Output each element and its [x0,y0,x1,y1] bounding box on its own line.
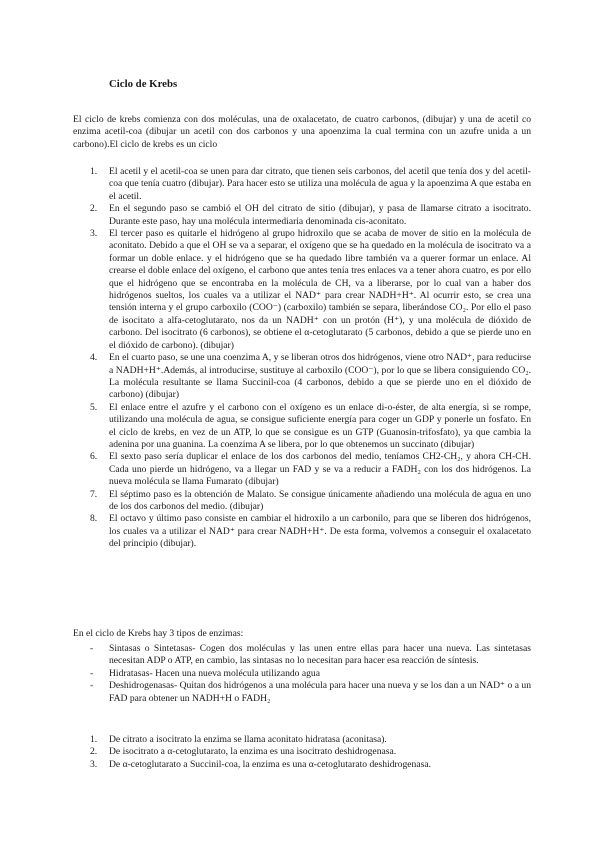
list-bullet: - [90,680,94,692]
intro-paragraph: El ciclo de krebs comienza con dos moléculas, una de oxalacetato, de cuatro carbonos, (dibujar) y una de acetil co enzima acetil-coa (dibujar un acetil con dos carbonos y una apoenzima la cual termina con un azufre unida a un carbono).El ciclo de krebs es un ciclo [73,114,531,150]
list-item-text: El acetil y el acetil-coa se unen para dar citrato, que tienen seis carbonos, del acetil que tenía dos y del acetil-coa que tenía cuatro (dibujar). Para hacer esto se utiliza una molécula de agua y la apoenzima A que estaba en el acetil. [109,166,531,202]
list-item-text: El octavo y último paso consiste en cambiar el hidroxilo a un carbonilo, para que se liberen dos hidrógenos, los cuales va a utilizar el NAD⁺ para crear NADH+H⁺. De esta forma, volvemos a conseguir el oxalacetato del principio (dibujar). [109,513,531,550]
list-item [73,513,531,550]
enzyme-types-list [73,643,531,705]
list-bullet: - [90,643,94,654]
list-item [73,746,531,758]
list-item [73,759,531,771]
list-number: 3. [90,758,98,770]
list-bullet: - [90,667,94,679]
list-item-text: El sexto paso sería duplicar el enlace de los dos carbonos del medio, teníamos CH2-CH₂, y ahora CH-CH. Cada uno pierde un hidrógeno, va a llegar un FAD y se va a reducir a FADH₂ con los dos hidrógenos. La nueva molécula se llama Fumarato (dibujar) [109,451,531,488]
list-item [73,451,531,488]
list-item [73,643,531,668]
list-item [73,734,531,746]
list-item [73,489,531,514]
list-item [73,402,531,452]
krebs-steps-list [73,166,531,551]
list-item-text: El enlace entre el azufre y el carbono con el oxígeno es un enlace di-o-éster, de alta energía, si se rompe, utilizando una molécula de agua, se consigue suficiente energía para coger un GDP y ponerle un fosfato. En el ciclo de krebs, en vez de un ATP, lo que se consigue es un GTP (Guanosin-trifosfato), ya que cambia la adenina por una guanina. La coenzima A se libera, por lo que obtenemos un succinato (dibujar) [109,401,531,450]
list-item-text: En el segundo paso se cambió el OH del citrato de sitio (dibujar), y pasa de llamarse citrato a isocitrato. Durante este paso, hay una molécula intermediaria denominada cis-aconitato. [109,203,531,227]
list-number: 7. [90,488,98,500]
list-item-text: De citrato a isocitrato la enzima se llama aconitato hidratasa (aconitasa). [109,734,387,745]
list-item [73,203,531,228]
list-number: 6. [90,451,98,463]
list-item-text: De isocitrato a α-cetoglutarato, la enzima es una isocitrato deshidrogenasa. [109,746,397,758]
list-item [73,166,531,203]
list-number: 2. [90,746,98,758]
list-number: 1. [90,734,98,745]
list-number: 2. [90,203,98,215]
list-number: 1. [90,166,98,177]
list-item-text: Deshidrogenasas- Quitan dos hidrógenos a una molécula para hacer una nueva y se los dan a un NAD⁺ o a un FAD para obtener un NADH+H o FADH₂ [109,680,531,704]
list-item-text: El séptimo paso es la obtención de Malato. Se consigue únicamente añadiendo una molécula de agua en uno de los dos carbonos del medio. (dibujar) [109,488,531,512]
list-number: 3. [90,228,98,240]
page-title: Ciclo de Krebs [109,78,178,90]
list-item-text: Hidratasas- Hacen una nueva molécula utilizando agua [109,667,320,679]
list-number: 5. [90,401,98,413]
list-item [73,668,531,680]
list-item [73,228,531,352]
list-item-text: En el cuarto paso, se une una coenzima A, y se liberan otros dos hidrógenos, viene otro NAD⁺, para reducirse a NADH+H⁺.Además, al introducirse, sustituye al carboxilo (COO⁻), por lo que se libera consiguiendo CO₂. La molécula resultante se llama Succinil-coa (4 carbonos, debido a que se pierde uno en el dióxido de carbono) (dibujar) [109,352,531,401]
list-number: 4. [90,352,98,364]
list-item [73,352,531,402]
list-item-text: De α-cetoglutarato a Succinil-coa, la enzima es una α-cetoglutarato deshidrogenasa. [109,758,431,770]
list-item-text: Sintasas o Sintetasas- Cogen dos moléculas y las unen entre ellas para hacer una nueva. Las sintetasas necesitan ADP o ATP, en cambio, las sintasas no lo necesitan para hacer esa reacción de síntesis. [109,643,531,667]
list-item-text: El tercer paso es quitarle el hidrógeno al grupo hidroxilo que se acaba de mover de sitio en la molécula de aconitato. Debido a que el OH se va a separar, el oxígeno que se ha quedado en la molécula de isocitrato va a formar un doble enlace. y el hidrógeno que se ha quedado libre también va a querer formar un enlace. Al crearse el doble enlace del oxígeno, el carbono que antes tenía tres enlaces va a tener ahora cuatro, es por ello que el hidrógeno que se encontraba en la molécula de CH, va a liberarse, por lo cual van a haber dos hidrógenos sueltos, los cuales va a utilizar el NAD⁺ para crear NADH+H⁺. Al ocurrir esto, se crea una tensión interna y el grupo carboxilo (COO⁻) (carboxilo) también se separa, liberándose CO₂. Por ello el paso de isocitato a alfa-cetoglutarato, nos da un NADH⁺ con un protón (H⁺), y una molécula de dióxido de carbono. Del isocitrato (6 carbonos), se obtiene el α-cetoglutarato (5 carbonos, debido a que se pierde uno en el dióxido de carbono). (dibujar) [109,228,531,351]
list-item [73,680,531,705]
enzymes-intro: En el ciclo de Krebs hay 3 tipos de enzimas: [73,628,244,639]
enzyme-examples-list [73,734,531,771]
list-number: 8. [90,513,98,525]
